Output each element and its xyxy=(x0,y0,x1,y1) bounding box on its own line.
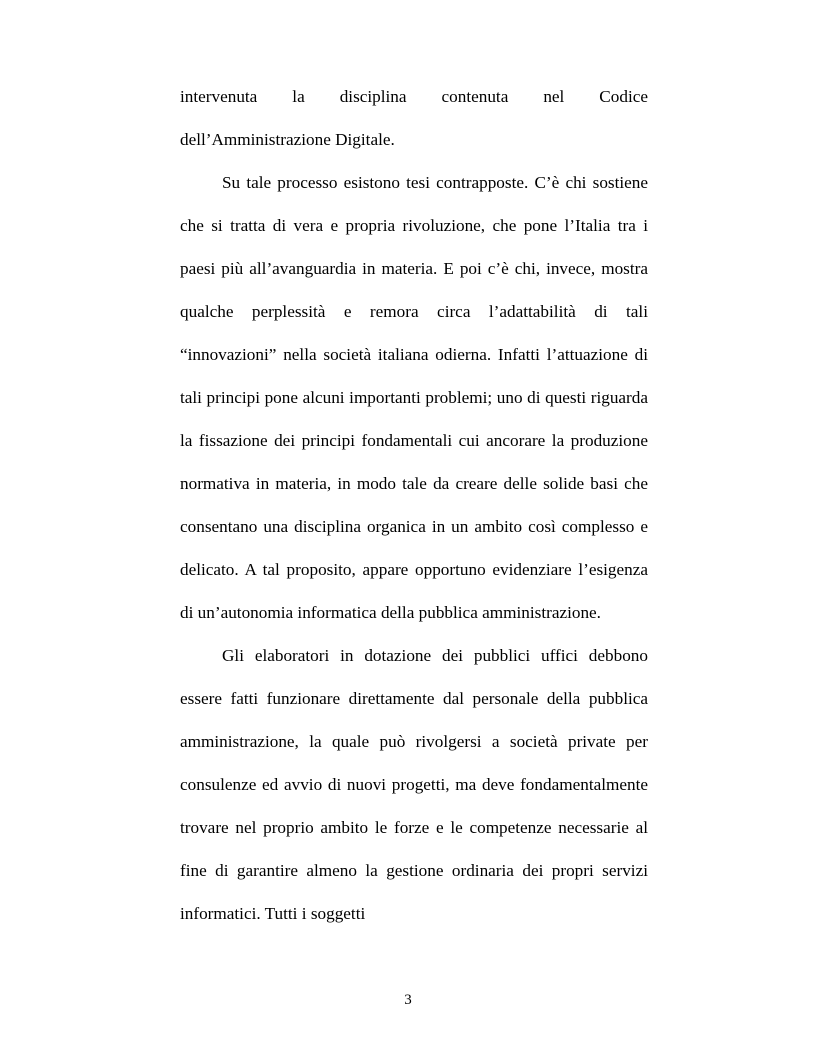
paragraph-elaboratori: Gli elaboratori in dotazione dei pubblici uffici debbono essere fatti funzionare direttamente dal personale della pubblica amministrazione, la quale può rivolgersi a società private per consulenze ed avvio di nuovi progetti, ma deve fondamentalmente trovare nel proprio ambito le forze e le competenze necessarie al fine di garantire almeno la gestione ordinaria dei propri servizi informatici. Tutti i soggetti xyxy=(180,646,648,923)
paragraph-tesi-contrapposte: Su tale processo esistono tesi contrapposte. C’è chi sostiene che si tratta di vera e propria rivoluzione, che pone l’Italia tra i paesi più all’avanguardia in materia. E poi c’è chi, invece, mostra qualche perplessità e remora circa l’adattabilità di tali “innovazioni” nella società italiana odierna. Infatti l’attuazione di tali principi pone alcuni importanti problemi; uno di questi riguarda la fissazione dei principi fondamentali cui ancorare la produzione normativa in materia, in modo tale da creare delle solide basi che consentano una disciplina organica in un ambito così complesso e delicato. A tal proposito, appare opportuno evidenziare l’esigenza di un’autonomia informatica della pubblica amministrazione. xyxy=(180,173,648,622)
body-text xyxy=(180,75,648,935)
page-number: 3 xyxy=(404,992,412,1008)
paragraph-continuation: intervenuta la disciplina contenuta nel Codice dell’Amministrazione Digitale. xyxy=(180,87,648,149)
